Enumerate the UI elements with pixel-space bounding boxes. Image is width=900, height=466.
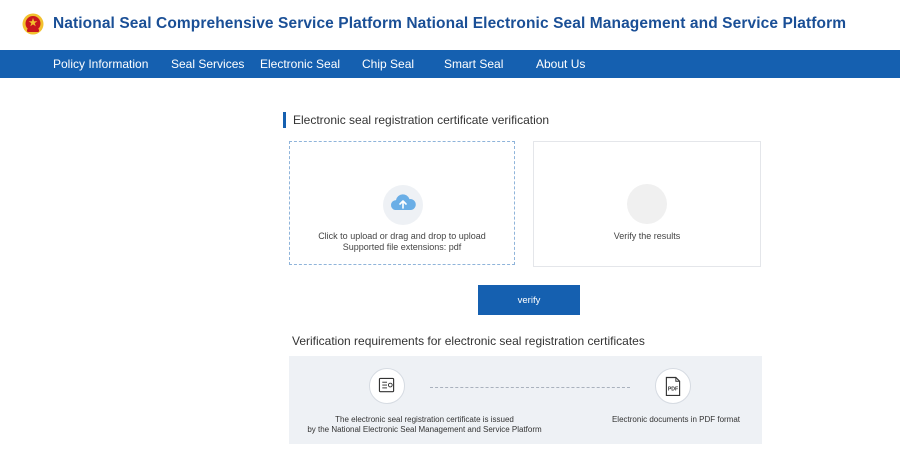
national-emblem-icon[interactable] bbox=[22, 13, 44, 35]
requirement-issuer-line1: The electronic seal registration certificate is issued bbox=[335, 415, 514, 424]
nav-item-smart-seal[interactable]: Smart Seal bbox=[444, 57, 504, 71]
result-placeholder-icon bbox=[627, 184, 667, 224]
nav-item-electronic-seal[interactable]: Electronic Seal bbox=[260, 57, 341, 71]
requirement-issuer-text bbox=[289, 415, 560, 435]
nav-item-chip-seal[interactable]: Chip Seal bbox=[362, 57, 415, 71]
certificate-icon bbox=[370, 369, 404, 403]
site-header bbox=[0, 0, 900, 50]
result-label: Verify the results bbox=[613, 231, 681, 241]
pdf-document-icon bbox=[656, 369, 690, 403]
upload-hint: Click to upload or drag and drop to upload bbox=[318, 231, 486, 241]
svg-text:PDF: PDF bbox=[667, 386, 679, 393]
upload-icon-circle bbox=[383, 185, 423, 225]
result-panel bbox=[533, 141, 761, 267]
requirements-panel bbox=[289, 356, 762, 444]
cloud-upload-icon bbox=[383, 185, 423, 225]
requirement-issuer-line2: by the National Electronic Seal Management and Service Platform bbox=[307, 425, 542, 434]
upload-dropzone[interactable] bbox=[289, 141, 515, 265]
certificate-icon-circle bbox=[369, 368, 405, 404]
verify-button[interactable]: verify bbox=[478, 285, 580, 315]
nav-item-seal-services[interactable]: Seal Services bbox=[171, 57, 245, 71]
requirements-title: Verification requirements for electronic seal registration certificates bbox=[292, 334, 645, 348]
pdf-icon-circle bbox=[655, 368, 691, 404]
nav-item-policy-information[interactable]: Policy Information bbox=[53, 57, 149, 71]
upload-file-types: Supported file extensions: pdf bbox=[342, 242, 462, 252]
site-title[interactable]: National Seal Comprehensive Service Platform National Electronic Seal Management and Service Platform bbox=[53, 15, 847, 32]
upload-instructions bbox=[290, 231, 514, 253]
main-nav bbox=[0, 50, 900, 78]
nav-item-about-us[interactable]: About Us bbox=[536, 57, 586, 71]
requirement-format-text: Electronic documents in PDF format bbox=[611, 415, 741, 424]
requirements-connector bbox=[430, 387, 630, 388]
section-title: Electronic seal registration certificate verification bbox=[283, 112, 549, 128]
